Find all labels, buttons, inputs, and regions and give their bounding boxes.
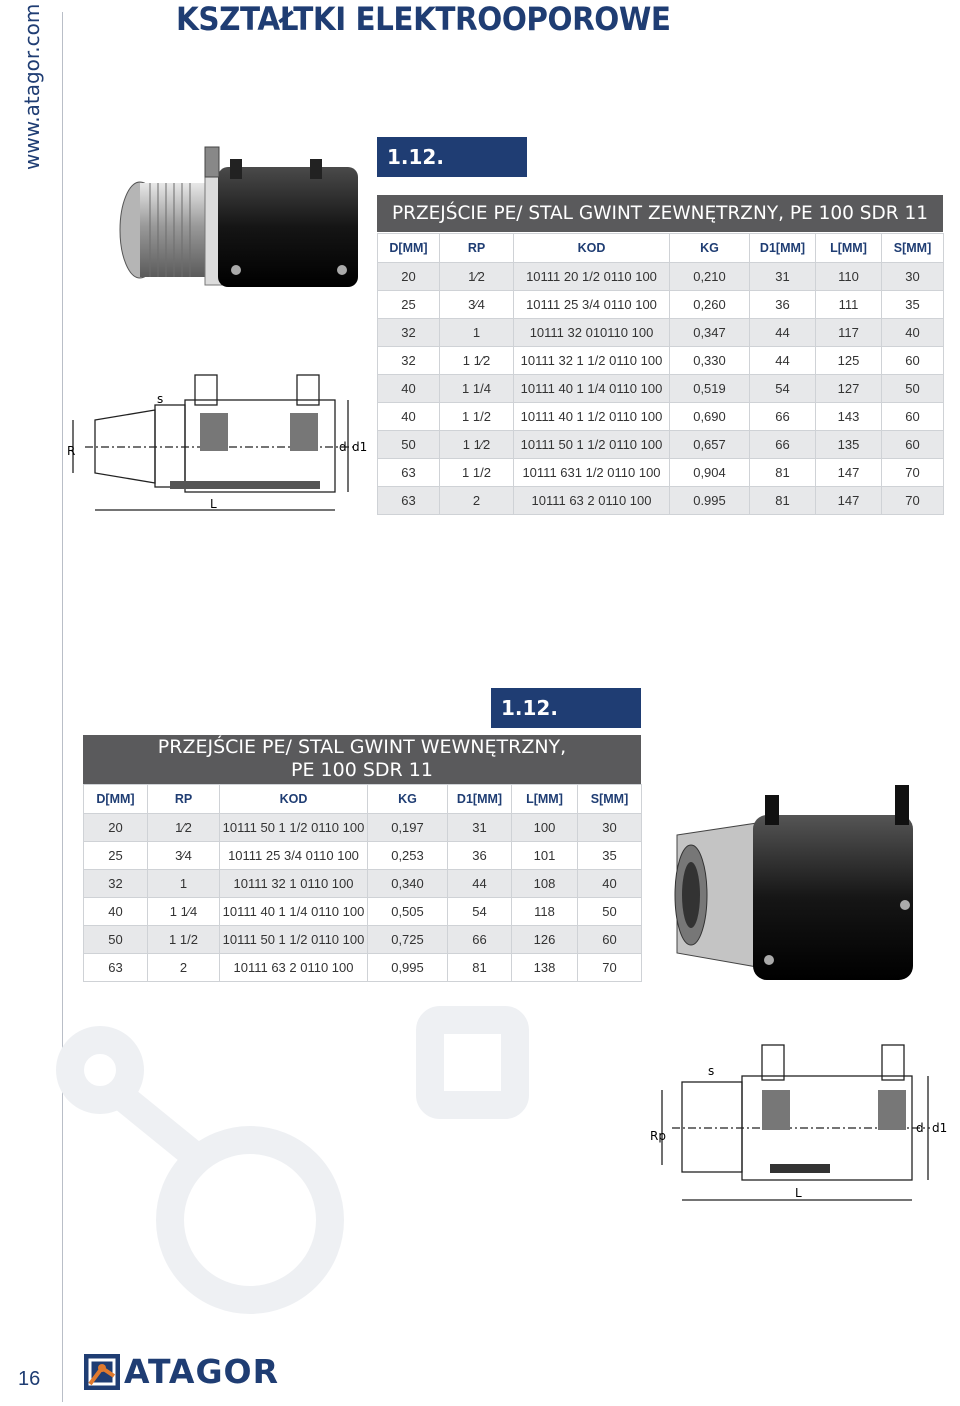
table-cell: 0,657 bbox=[670, 431, 750, 459]
table-cell: 101 bbox=[512, 842, 578, 870]
table-cell: 0,340 bbox=[368, 870, 448, 898]
table-cell: 66 bbox=[750, 403, 816, 431]
table-cell: 1 1⁄4 bbox=[148, 898, 220, 926]
table-cell: 40 bbox=[882, 319, 944, 347]
table-cell: 35 bbox=[882, 291, 944, 319]
table-cell: 10111 20 1/2 0110 100 bbox=[514, 263, 670, 291]
table-cell: 32 bbox=[378, 347, 440, 375]
table-cell: 31 bbox=[448, 814, 512, 842]
table-cell: 1 bbox=[148, 870, 220, 898]
table-cell: 1 1⁄2 bbox=[440, 347, 514, 375]
table-cell: 10111 40 1 1/4 0110 100 bbox=[220, 898, 368, 926]
table-cell: 125 bbox=[816, 347, 882, 375]
table-cell: 1 1/2 bbox=[148, 926, 220, 954]
table-row bbox=[378, 375, 944, 403]
table-cell: 35 bbox=[578, 842, 642, 870]
column-header: D[MM] bbox=[84, 785, 148, 814]
section-number: 1.12. bbox=[377, 137, 527, 177]
page-number: 16 bbox=[18, 1368, 41, 1390]
table-cell: 0,690 bbox=[670, 403, 750, 431]
table-row bbox=[378, 487, 944, 515]
table-row bbox=[378, 347, 944, 375]
table-cell: 10111 63 2 0110 100 bbox=[220, 954, 368, 982]
table-row bbox=[378, 459, 944, 487]
table-row bbox=[378, 403, 944, 431]
table-cell: 63 bbox=[84, 954, 148, 982]
table-cell: 10111 50 1 1/2 0110 100 bbox=[220, 814, 368, 842]
table-cell: 135 bbox=[816, 431, 882, 459]
table-cell: 10111 631 1/2 0110 100 bbox=[514, 459, 670, 487]
table-cell: 40 bbox=[378, 375, 440, 403]
table-cell: 0.995 bbox=[670, 487, 750, 515]
table-cell: 3⁄4 bbox=[148, 842, 220, 870]
column-header: D1[MM] bbox=[750, 234, 816, 263]
dim-label-l: L bbox=[795, 1186, 802, 1200]
dim-label-d1: d1 bbox=[932, 1121, 948, 1135]
dim-label-l: L bbox=[210, 497, 217, 511]
table-cell: 25 bbox=[84, 842, 148, 870]
table-cell: 60 bbox=[882, 431, 944, 459]
column-header: S[MM] bbox=[578, 785, 642, 814]
table-cell: 3⁄4 bbox=[440, 291, 514, 319]
table-cell: 10111 40 1 1/4 0110 100 bbox=[514, 375, 670, 403]
table-cell: 10111 63 2 0110 100 bbox=[514, 487, 670, 515]
section-number: 1.12. bbox=[491, 688, 641, 728]
table-cell: 126 bbox=[512, 926, 578, 954]
table-cell: 138 bbox=[512, 954, 578, 982]
table-cell: 44 bbox=[448, 870, 512, 898]
table-cell: 1 bbox=[440, 319, 514, 347]
table-cell: 0,330 bbox=[670, 347, 750, 375]
table-cell: 0,210 bbox=[670, 263, 750, 291]
dim-label-rp: Rp bbox=[650, 1129, 666, 1143]
table-cell: 66 bbox=[448, 926, 512, 954]
table-row bbox=[84, 870, 642, 898]
table-cell: 1⁄2 bbox=[440, 263, 514, 291]
table-cell: 10111 32 1 1/2 0110 100 bbox=[514, 347, 670, 375]
table-cell: 2 bbox=[440, 487, 514, 515]
table-cell: 63 bbox=[378, 459, 440, 487]
product-photo-external-thread bbox=[110, 145, 370, 295]
table-cell: 40 bbox=[578, 870, 642, 898]
table-cell: 44 bbox=[750, 347, 816, 375]
table-cell: 110 bbox=[816, 263, 882, 291]
table-cell: 117 bbox=[816, 319, 882, 347]
table-cell: 54 bbox=[750, 375, 816, 403]
table-cell: 50 bbox=[882, 375, 944, 403]
table-cell: 1⁄2 bbox=[148, 814, 220, 842]
table-cell: 10111 32 010110 100 bbox=[514, 319, 670, 347]
table-cell: 118 bbox=[512, 898, 578, 926]
table-cell: 20 bbox=[84, 814, 148, 842]
table-cell: 36 bbox=[448, 842, 512, 870]
column-header: D[MM] bbox=[378, 234, 440, 263]
website-url[interactable]: www.atagor.com bbox=[20, 3, 44, 170]
table-cell: 40 bbox=[84, 898, 148, 926]
table-cell: 143 bbox=[816, 403, 882, 431]
table-cell: 32 bbox=[84, 870, 148, 898]
table-cell: 54 bbox=[448, 898, 512, 926]
table-cell: 70 bbox=[882, 487, 944, 515]
table-row bbox=[84, 926, 642, 954]
table-cell: 0,253 bbox=[368, 842, 448, 870]
column-header: S[MM] bbox=[882, 234, 944, 263]
column-header: D1[MM] bbox=[448, 785, 512, 814]
section-title-line: PRZEJŚCIE PE/ STAL GWINT WEWNĘTRZNY, bbox=[157, 736, 567, 758]
table-cell: 127 bbox=[816, 375, 882, 403]
table-cell: 0,347 bbox=[670, 319, 750, 347]
section-title-line: PE 100 SDR 11 bbox=[291, 759, 433, 781]
table-cell: 10111 50 1 1/2 0110 100 bbox=[220, 926, 368, 954]
table-cell: 70 bbox=[578, 954, 642, 982]
dim-label-s: s bbox=[708, 1064, 715, 1078]
technical-drawing-internal-thread bbox=[650, 1040, 950, 1215]
product-photo-internal-thread bbox=[665, 775, 940, 995]
column-header: KOD bbox=[220, 785, 368, 814]
table-cell: 63 bbox=[378, 487, 440, 515]
table-cell: 44 bbox=[750, 319, 816, 347]
table-cell: 10111 50 1 1/2 0110 100 bbox=[514, 431, 670, 459]
table-cell: 1 1⁄2 bbox=[440, 431, 514, 459]
table-cell: 1 1/2 bbox=[440, 403, 514, 431]
atagor-logo bbox=[84, 1352, 299, 1392]
table-cell: 50 bbox=[578, 898, 642, 926]
table-cell: 108 bbox=[512, 870, 578, 898]
table-cell: 10111 25 3/4 0110 100 bbox=[220, 842, 368, 870]
table-row bbox=[84, 898, 642, 926]
table-cell: 0,995 bbox=[368, 954, 448, 982]
logo-mark-icon bbox=[84, 1354, 120, 1390]
dim-label-s: s bbox=[157, 392, 164, 406]
column-header: KG bbox=[670, 234, 750, 263]
table-cell: 32 bbox=[378, 319, 440, 347]
table-cell: 60 bbox=[578, 926, 642, 954]
table-cell: 147 bbox=[816, 487, 882, 515]
table-row bbox=[378, 291, 944, 319]
table-row bbox=[378, 431, 944, 459]
table-cell: 0,904 bbox=[670, 459, 750, 487]
table-row bbox=[378, 319, 944, 347]
column-header: RP bbox=[148, 785, 220, 814]
table-cell: 40 bbox=[378, 403, 440, 431]
table-cell: 36 bbox=[750, 291, 816, 319]
table-cell: 0,197 bbox=[368, 814, 448, 842]
spec-table bbox=[377, 233, 944, 515]
table-cell: 1 1/4 bbox=[440, 375, 514, 403]
table-cell: 70 bbox=[882, 459, 944, 487]
column-header: RP bbox=[440, 234, 514, 263]
column-header: KOD bbox=[514, 234, 670, 263]
table-cell: 20 bbox=[378, 263, 440, 291]
table-row bbox=[84, 814, 642, 842]
dim-label-d1: d1 bbox=[352, 440, 368, 454]
table-cell: 10111 32 1 0110 100 bbox=[220, 870, 368, 898]
table-cell: 60 bbox=[882, 347, 944, 375]
table-cell: 0,505 bbox=[368, 898, 448, 926]
table-cell: 0,725 bbox=[368, 926, 448, 954]
table-cell: 66 bbox=[750, 431, 816, 459]
table-row bbox=[378, 263, 944, 291]
table-cell: 0,519 bbox=[670, 375, 750, 403]
table-row bbox=[84, 842, 642, 870]
column-header: L[MM] bbox=[512, 785, 578, 814]
table-cell: 25 bbox=[378, 291, 440, 319]
table-cell: 10111 25 3/4 0110 100 bbox=[514, 291, 670, 319]
table-header-row bbox=[378, 234, 944, 263]
table-cell: 147 bbox=[816, 459, 882, 487]
technical-drawing-external-thread bbox=[65, 365, 375, 525]
table-cell: 60 bbox=[882, 403, 944, 431]
table-cell: 81 bbox=[750, 459, 816, 487]
section-title: PRZEJŚCIE PE/ STAL GWINT ZEWNĘTRZNY, PE 100 SDR 11 bbox=[377, 195, 943, 232]
table-cell: 81 bbox=[448, 954, 512, 982]
section-title bbox=[83, 735, 641, 784]
table-cell: 2 bbox=[148, 954, 220, 982]
table-cell: 30 bbox=[882, 263, 944, 291]
table-cell: 10111 40 1 1/2 0110 100 bbox=[514, 403, 670, 431]
table-cell: 31 bbox=[750, 263, 816, 291]
background-watermark bbox=[0, 1000, 600, 1400]
dim-label-d: d bbox=[339, 440, 347, 454]
table-cell: 30 bbox=[578, 814, 642, 842]
page-title: KSZTAŁTKI ELEKTROOPOROWE bbox=[176, 0, 671, 38]
table-header-row bbox=[84, 785, 642, 814]
table-cell: 111 bbox=[816, 291, 882, 319]
table-cell: 50 bbox=[378, 431, 440, 459]
spec-table bbox=[83, 784, 642, 982]
table-cell: 1 1/2 bbox=[440, 459, 514, 487]
dim-label-r: R bbox=[67, 444, 76, 458]
column-header: KG bbox=[368, 785, 448, 814]
table-cell: 81 bbox=[750, 487, 816, 515]
table-cell: 0,260 bbox=[670, 291, 750, 319]
logo-wordmark: ATAGOR bbox=[124, 1352, 280, 1391]
column-header: L[MM] bbox=[816, 234, 882, 263]
dim-label-d: d bbox=[916, 1121, 924, 1135]
table-cell: 100 bbox=[512, 814, 578, 842]
table-row bbox=[84, 954, 642, 982]
table-cell: 50 bbox=[84, 926, 148, 954]
